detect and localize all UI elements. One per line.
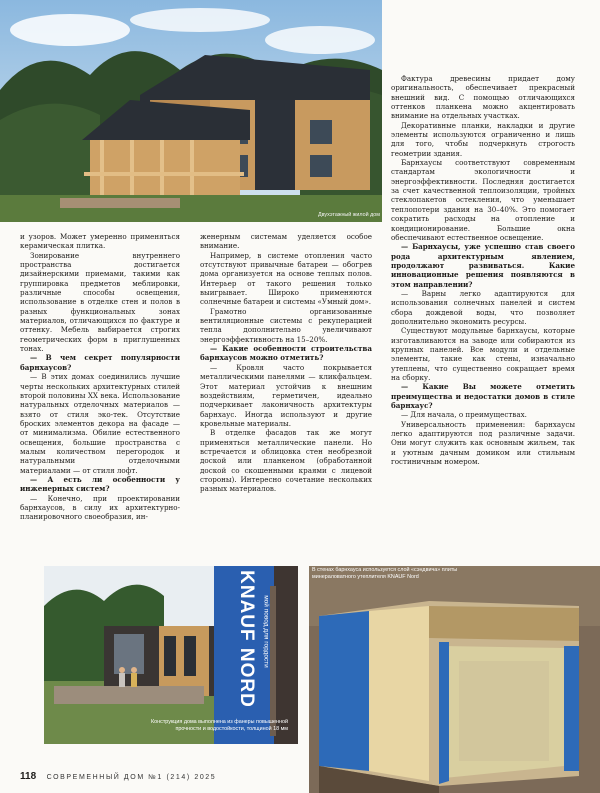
modular-house-photo [44,566,298,744]
question: — Какие Вы можете отметить преимущества и недостатки домов в стиле барнхаус? [391,382,575,411]
paragraph: — Конечно, при проектировании барнхаусов, в силу их архитектурно-планировочного своеобразия, ин- [20,493,180,522]
question: — В чем секрет популярности барнхаусов? [20,353,180,372]
paragraph: и узоров. Может умеренно применяться керамическая плитка. [20,232,180,251]
text-column-3 [391,74,575,466]
question: — Барнхаусы, уже успешно став своего рода архитектурным явлением, продолжают развиваться. Какие инновационные решения появляются в этом направлении? [391,242,575,289]
wall-module-photo [309,566,600,793]
paragraph: Зонирование внутреннего пространства достигается дизайнерскими приемами, такими как группировка предметов меблировки, различные способы освещения, использование в отделке стен и полов в разных функциональных зонах материалов, отличающихся по фактуре и оттенку. Мебель выбирается строгих геометрических форм в приглушенных тонах. [20,250,180,354]
house-photo [0,0,382,222]
paragraph: Универсальность применения: барнхаусы легко адаптируются под различные задачи. Они могут служить как основным жильем, так и уютным дачным домиком или стильным гостиничным номером. [391,419,575,467]
question: — Какие особенности строительства барнхаусов можно отметить? [200,344,372,363]
brand-name: KNAUF NORD [236,570,257,708]
paragraph: женерным системам уделяется особое внимание. [200,232,372,251]
wall-module-illustration [309,566,600,793]
brand-tagline: мой повод для гордости [262,595,270,668]
paragraph: Барнхаусы соответствуют современным стандартам экологичности и энергоэффективности. Последняя достигается за счет качественной теплоизоляции, тройных стеклопакетов остекления, что уменьшает теплопотери здания на 30–40%. Это помогает сократить расходы на отопление и кондиционирование. Большие окна обеспечивают естественное освещение. [391,158,575,242]
knauf-banner-text [218,566,272,744]
paragraph: Например, в системе отопления часто отсутствуют привычные батареи — обогрев дома организуется на основе теплых полов. Интерьер от такого решения только выигрывает. Широко применяются солнечные батареи и системы «Умный дом». [200,250,372,307]
question: — А есть ли особенности у инженерных систем? [20,474,180,494]
page-footer [20,766,216,784]
text-column-2 [200,232,372,494]
modular-photo-caption: Конструкция дома выполнена из фанеры повышенной прочности и водостойкости, толщиной 18 мм [151,719,288,732]
paragraph: — Варны легко адаптируются для использования солнечных панелей и систем сбора дождевой воды, что позволяет дополнительно экономить ресурсы. [391,288,575,326]
paragraph: — В этих домах соединились лучшие черты нескольких архитектурных стилей второй половины XX века. Использование натуральных отделочных материалов — взято от стиля эко-тек. Отсутствие броских элементов декора на фасаде — от минимализма. Обилие естественного освещения, большие пространства с малым количеством перегородок и натуральными отделочными материалами — от стиля лофт. [20,372,180,475]
page-number: 118 [20,771,37,782]
paragraph: Декоративные планки, накладки и другие элементы используются ограниченно и лишь для того, чтобы подчеркнуть строгость геометрии здания. [391,120,575,158]
house-photo-caption: Двухэтажный жилой дом [318,212,380,218]
paragraph: В отделке фасадов так же могут применяться металлические панели. Но встречается и облицовка стен необрезной доской или планкеном (обработанной доской со скошенными краями с лицевой стороны). Интересно сочетание нескольких разных материалов. [200,428,372,494]
paragraph: Существуют модульные барнхаусы, которые изготавливаются на заводе или собираются из крупных панелей. Все модули и отдельные элементы, такие как стены, изначально утеплены, что существенно сокращает время на сборку. [391,326,575,382]
paragraph: — Кровля часто покрывается металлическими панелями — кликфальцем. Этот материал устойчив к внешним воздействиям, герметичен, идеально подчеркивает лаконичность архитектуры барнхаус. Иногда используют и другие кровельные материалы. [200,362,372,428]
house-photo-illustration [0,0,382,222]
magazine-title: СОВРЕМЕННЫЙ ДОМ №1 (214) 2025 [46,774,217,781]
wall-photo-caption: В стенах барнхауса используется слой «сэндвича» плиты минераловатного утеплителя KNAUF Nord [312,567,458,580]
paragraph: Грамотно организованные вентиляционные системы с рекуперацией тепла дополнительно увеличивают энергоэффективность на 15–20%. [200,306,372,344]
paragraph: — Для начала, о преимуществах. [401,410,527,420]
text-column-1 [20,232,180,522]
paragraph: Фактура древесины придает дому оригинальность, обеспечивает прекрасный внешний вид. С помощью отличающихся оттенков планкена можно акцентировать внимание на отдельных участках. [391,74,575,121]
